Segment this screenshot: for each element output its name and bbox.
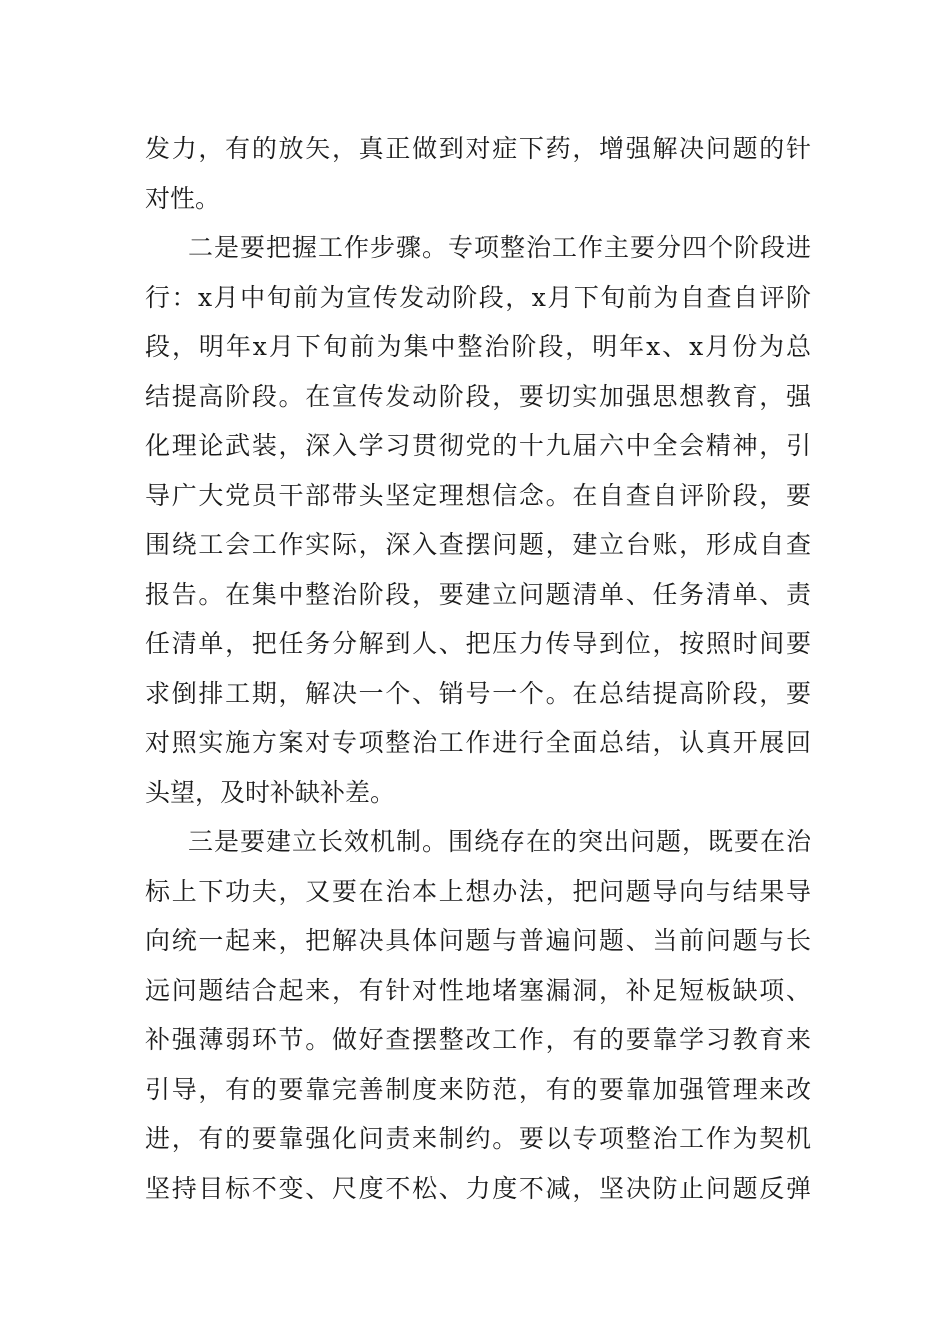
paragraph-3-line-3: 向统一起来，把解决具体问题与普遍问题、当前问题与长 bbox=[145, 926, 811, 955]
paragraph-2-line-7: 围绕工会工作实际，深入查摆问题，建立台账，形成自查 bbox=[145, 530, 811, 559]
paragraph-1-line-2: 对性。 bbox=[145, 183, 221, 213]
paragraph-3-line-4: 远问题结合起来，有针对性地堵塞漏洞，补足短板缺项、 bbox=[145, 975, 811, 1005]
paragraph-3-line-7: 进，有的要靠强化问责来制约。要以专项整治工作为契机 bbox=[145, 1124, 811, 1153]
paragraph-2-line-1: 二是要把握工作步骤。专项整治工作主要分四个阶段进 bbox=[188, 233, 811, 262]
body-text bbox=[145, 124, 811, 1213]
paragraph-2-line-6: 导广大党员干部带头坚定理想信念。在自查自评阶段，要 bbox=[145, 480, 811, 510]
paragraph-2-line-5: 化理论武装，深入学习贯彻党的十九届六中全会精神，引 bbox=[145, 431, 811, 460]
paragraph-2-line-4: 结提高阶段。在宣传发动阶段，要切实加强思想教育，强 bbox=[145, 381, 811, 411]
paragraph-2-line-12: 头望，及时补缺补差。 bbox=[145, 777, 396, 807]
paragraph-2-line-9: 任清单，把任务分解到人、把压力传导到位，按照时间要 bbox=[145, 629, 811, 658]
paragraph-2-line-3: 段，明年x月下旬前为集中整治阶段，明年x、x月份为总 bbox=[145, 332, 811, 361]
paragraph-3-line-2: 标上下功夫，又要在治本上想办法，把问题导向与结果导 bbox=[145, 876, 811, 906]
paragraph-2-line-11: 对照实施方案对专项整治工作进行全面总结，认真开展回 bbox=[145, 728, 811, 757]
paragraph-1-line-1: 发力，有的放矢，真正做到对症下药，增强解决问题的针 bbox=[145, 134, 811, 163]
paragraph-3-line-5: 补强薄弱环节。做好查摆整改工作，有的要靠学习教育来 bbox=[145, 1025, 811, 1054]
paragraph-2-line-10: 求倒排工期，解决一个、销号一个。在总结提高阶段，要 bbox=[145, 678, 811, 708]
paragraph-3-line-8: 坚持目标不变、尺度不松、力度不减，坚决防止问题反弹 bbox=[145, 1173, 811, 1203]
paragraph-2-line-2: 行：x月中旬前为宣传发动阶段，x月下旬前为自查自评阶 bbox=[145, 282, 811, 312]
paragraph-3-line-6: 引导，有的要靠完善制度来防范，有的要靠加强管理来改 bbox=[145, 1074, 811, 1104]
paragraph-3-line-1: 三是要建立长效机制。围绕存在的突出问题，既要在治 bbox=[188, 827, 811, 856]
paragraph-2-line-8: 报告。在集中整治阶段，要建立问题清单、任务清单、责 bbox=[145, 579, 811, 609]
